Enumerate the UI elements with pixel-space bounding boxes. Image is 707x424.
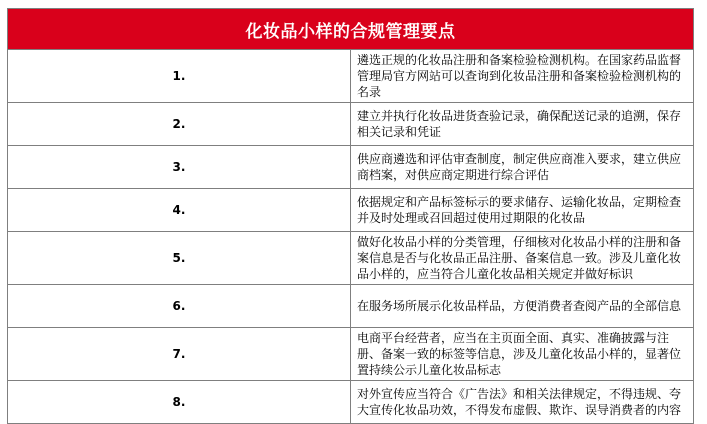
table-row — [8, 50, 694, 103]
table-row — [8, 285, 694, 328]
row-text: 依据规定和产品标签标示的要求储存、运输化妆品，定期检查并及时处理或召回超过使用过期限的化妆品 — [351, 189, 694, 232]
row-number: 1. — [8, 50, 351, 103]
table-row — [8, 103, 694, 146]
row-text: 对外宣传应当符合《广告法》和相关法律规定，不得违规、夸大宣传化妆品功效，不得发布虚假、欺诈、误导消费者的内容 — [351, 381, 694, 424]
compliance-table — [7, 8, 694, 424]
row-text: 电商平台经营者，应当在主页面全面、真实、准确披露与注册、备案一致的标签等信息，涉及儿童化妆品小样的，显著位置持续公示儿童化妆品标志 — [351, 328, 694, 381]
row-text: 做好化妆品小样的分类管理，仔细核对化妆品小样的注册和备案信息是否与化妆品正品注册、备案信息一致。涉及儿童化妆品小样的，应当符合儿童化妆品相关规定并做好标识 — [351, 232, 694, 285]
row-text: 建立并执行化妆品进货查验记录，确保配送记录的追溯，保存相关记录和凭证 — [351, 103, 694, 146]
table-title: 化妆品小样的合规管理要点 — [8, 9, 694, 50]
row-text: 在服务场所展示化妆品样品，方便消费者查阅产品的全部信息 — [351, 285, 694, 328]
row-number: 7. — [8, 328, 351, 381]
row-number: 6. — [8, 285, 351, 328]
row-number: 3. — [8, 146, 351, 189]
table-row — [8, 189, 694, 232]
row-text: 遴选正规的化妆品注册和备案检验检测机构。在国家药品监督管理局官方网站可以查询到化妆品注册和备案检验检测机构的名录 — [351, 50, 694, 103]
row-number: 8. — [8, 381, 351, 424]
row-number: 4. — [8, 189, 351, 232]
table-row — [8, 146, 694, 189]
row-text: 供应商遴选和评估审查制度，制定供应商准入要求，建立供应商档案，对供应商定期进行综合评估 — [351, 146, 694, 189]
row-number: 5. — [8, 232, 351, 285]
table-row — [8, 381, 694, 424]
table-row — [8, 232, 694, 285]
table-row — [8, 328, 694, 381]
row-number: 2. — [8, 103, 351, 146]
